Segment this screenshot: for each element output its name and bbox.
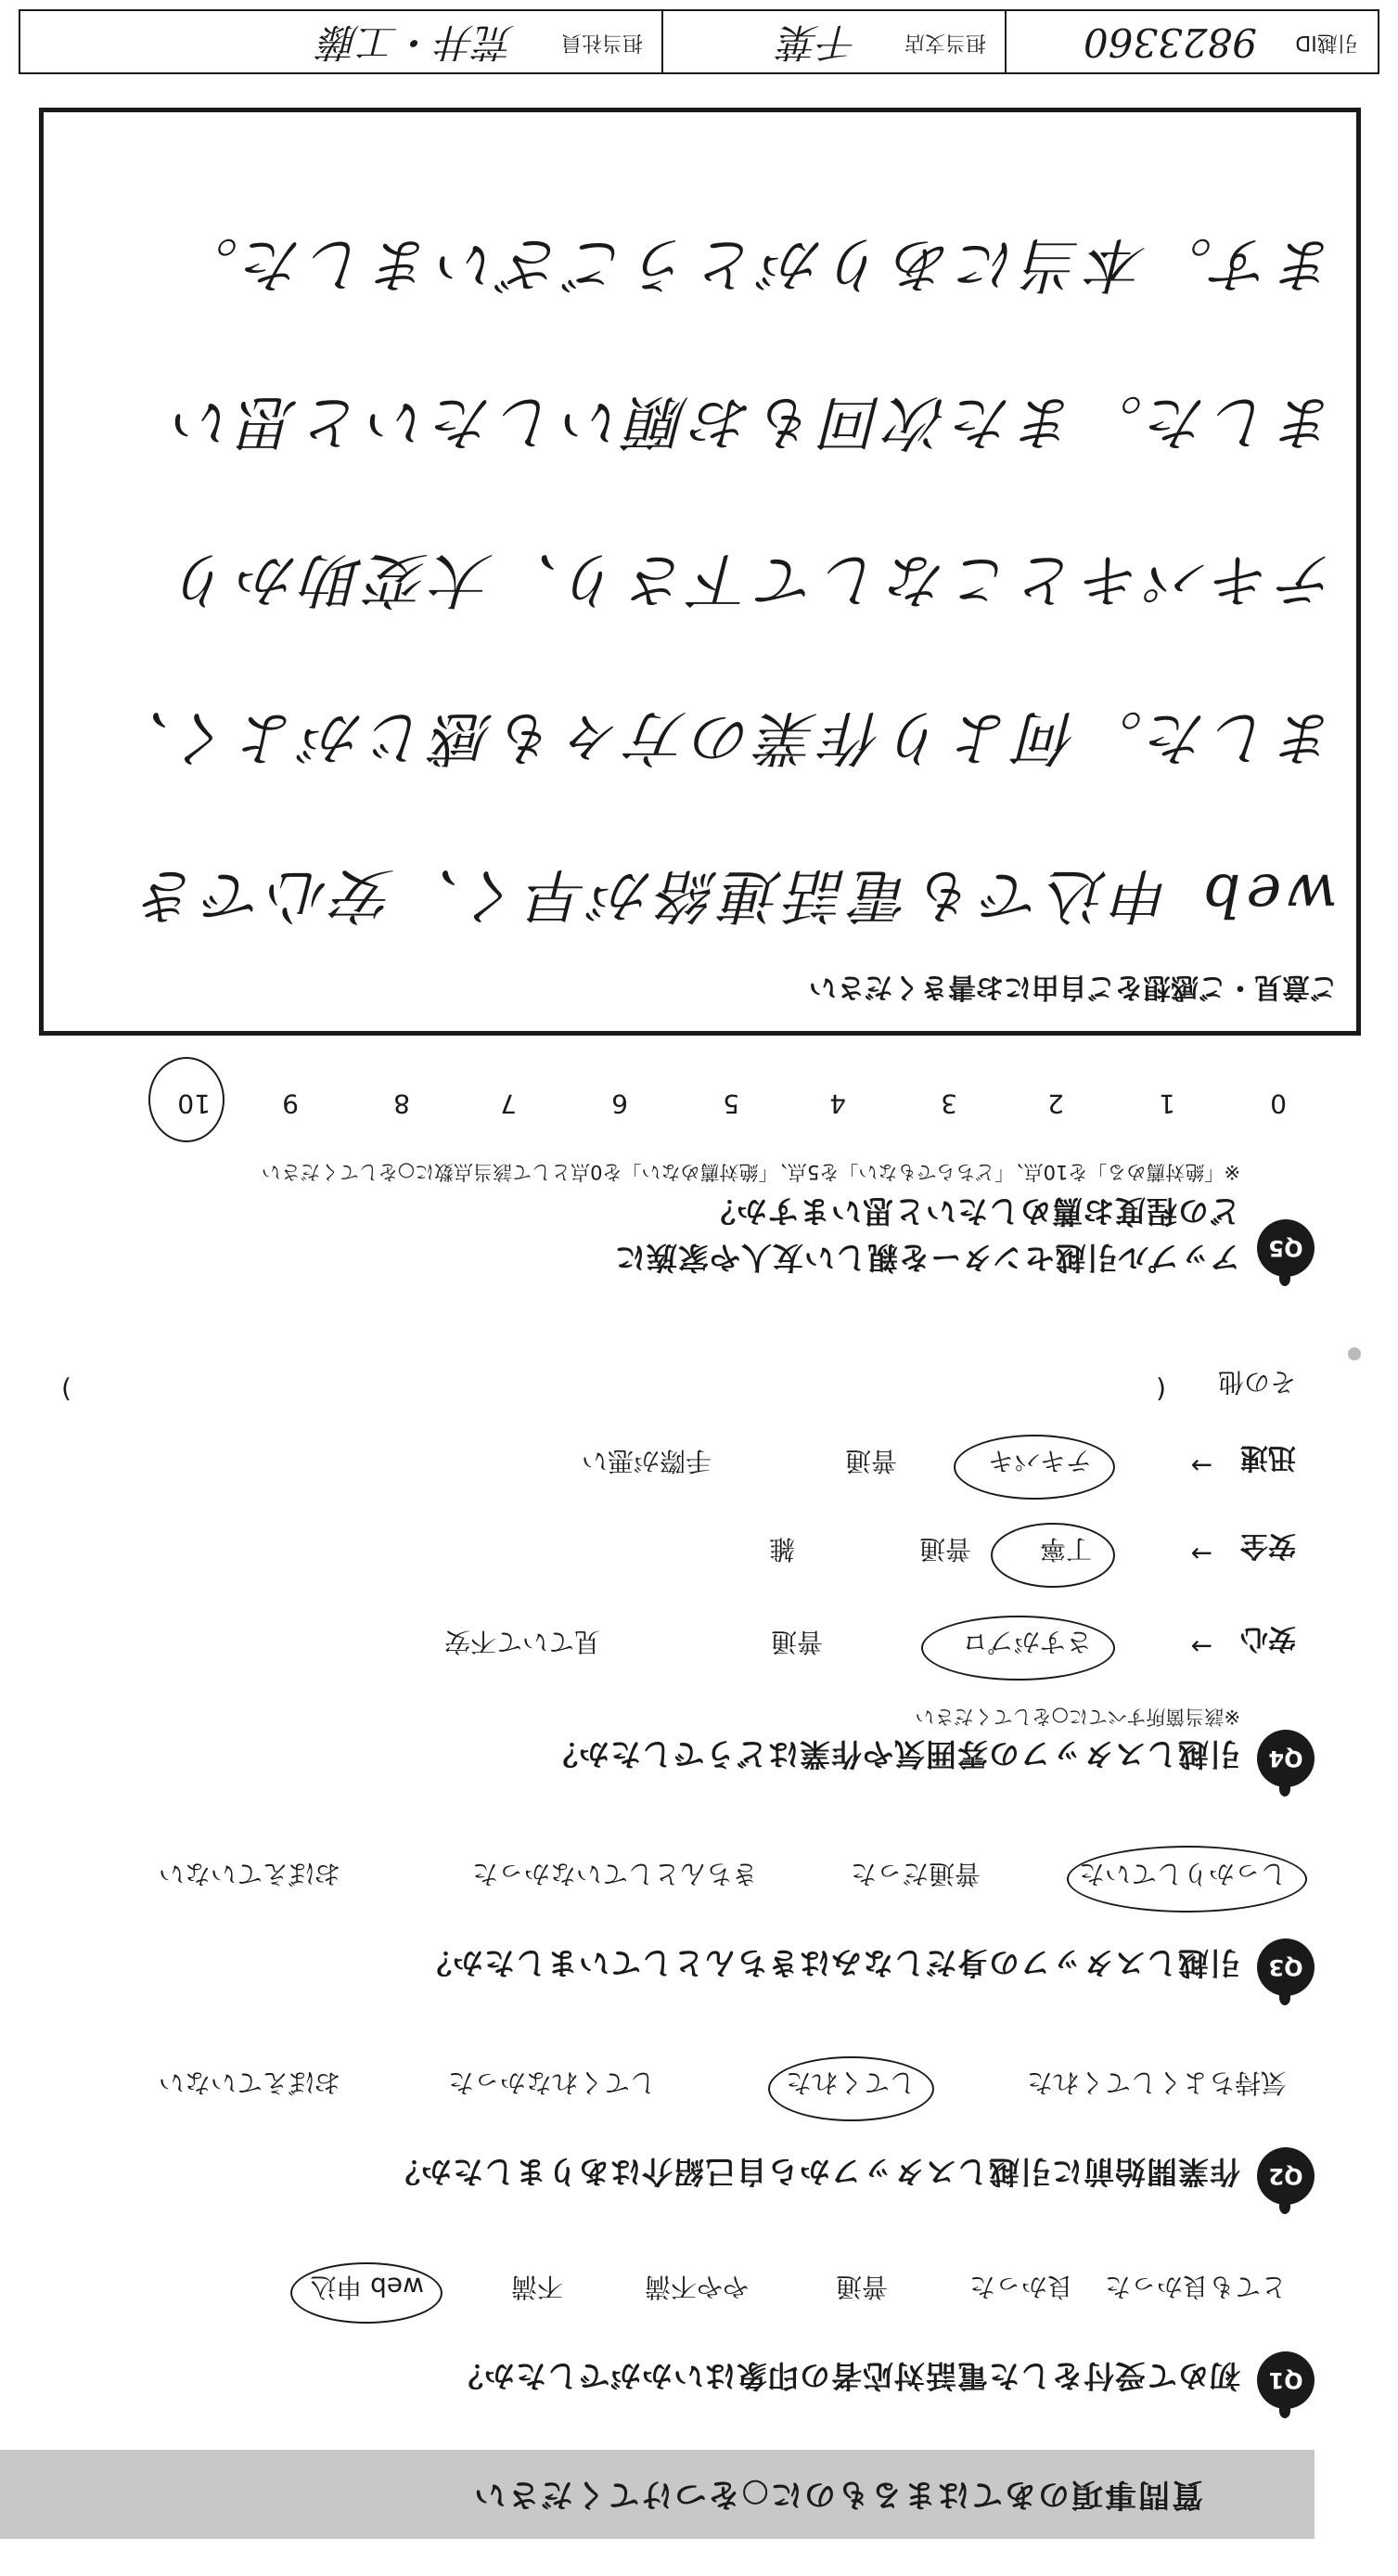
arrow-right-icon: → xyxy=(1190,1450,1212,1481)
q5-note: ※「絶対薦める」を10点、「どちらでもない」を5点、「絶対薦めない」を0点として該当点数に○をしてください xyxy=(261,1161,1240,1183)
q4-other-close: ) xyxy=(61,1374,71,1405)
q4-row1-option-selected[interactable]: さすがプロ xyxy=(961,1627,1092,1657)
q5-score[interactable]: 6 xyxy=(611,1088,628,1119)
q1-option[interactable]: 良かった xyxy=(968,2272,1073,2302)
q3-question: 引越しスタッフの身だしなみはきちんとしていましたか？ xyxy=(420,1945,1240,1981)
q5-score[interactable]: 5 xyxy=(723,1088,739,1119)
q1-selection-mark xyxy=(290,2262,442,2324)
q4-row3-selection-mark xyxy=(954,1435,1115,1500)
q5-score[interactable]: 1 xyxy=(1159,1088,1175,1119)
q1-question: 初めて受付をした電話対応者の印象はいかがでしたか？ xyxy=(452,2358,1240,2394)
q4-note: ※該当箇所すべてに○をしてください xyxy=(915,1706,1240,1728)
arrow-right-icon: → xyxy=(1190,1539,1212,1569)
comment-line: テキパキとこなして下さり、大変助かり xyxy=(169,545,1338,613)
comment-line: ます。本当にありがとうございました。 xyxy=(173,229,1338,298)
q4-row2-option[interactable]: 雑 xyxy=(768,1534,795,1565)
q4-badge: Q4 xyxy=(1257,1730,1315,1787)
q1-badge: Q1 xyxy=(1257,2351,1315,2409)
q3-option[interactable]: きちんとしていなかった xyxy=(471,1859,758,1889)
comment-line: ました。何より作業の方々も感じがよく、 xyxy=(105,702,1338,771)
q4-row3-option[interactable]: 普通 xyxy=(844,1446,897,1476)
q5-score[interactable]: 8 xyxy=(393,1088,410,1119)
q3-option[interactable]: 普通だった xyxy=(850,1859,981,1889)
id-value: 9823360 xyxy=(1083,19,1257,65)
arrow-right-icon: → xyxy=(1190,1631,1212,1662)
branch-label: 担当支店 xyxy=(886,11,1007,72)
comment-line: web 申込でも電話連絡が早く、安心でき xyxy=(135,860,1338,929)
q4-row1-option[interactable]: 見ていて不安 xyxy=(443,1627,600,1657)
q5-score[interactable]: 3 xyxy=(941,1088,957,1119)
q5-question-line2: どの程度お薦めしたいと思いますか？ xyxy=(704,1193,1240,1230)
q5-score-selected[interactable]: 10 xyxy=(177,1088,211,1119)
comment-box xyxy=(39,108,1361,1036)
q4-other-label: その他 xyxy=(1217,1367,1296,1397)
q2-option[interactable]: おぼえていない xyxy=(158,2067,340,2098)
q4-row2-selection-mark xyxy=(991,1523,1115,1588)
q5-selection-mark xyxy=(148,1057,224,1142)
q4-row3-option[interactable]: 手際が悪い xyxy=(581,1446,712,1476)
q4-row-label: 安全 xyxy=(1240,1529,1296,1562)
q5-score[interactable]: 4 xyxy=(829,1088,846,1119)
instruction-text: 質問事項のあてはまるものに○をつけてください xyxy=(472,2476,1203,2513)
branch-value: 千葉 xyxy=(779,19,858,65)
q3-option-selected[interactable]: しっかりしていた xyxy=(1078,1859,1287,1889)
q2-question: 作業開始前に引越しスタッフから自己紹介はありましたか？ xyxy=(389,2154,1240,2190)
q5-score[interactable]: 9 xyxy=(282,1088,299,1119)
staff-label: 担当社員 xyxy=(543,11,663,72)
q3-badge: Q3 xyxy=(1257,1938,1315,1996)
q2-badge: Q2 xyxy=(1257,2147,1315,2205)
q4-row-label: 迅速 xyxy=(1240,1441,1296,1474)
q1-option[interactable]: とても良かった xyxy=(1104,2272,1287,2302)
q5-score[interactable]: 2 xyxy=(1047,1088,1064,1119)
q4-row3-option-selected[interactable]: テキパキ xyxy=(987,1446,1092,1476)
id-label: 引越ID xyxy=(1295,31,1358,54)
q4-question: 引越しスタッフの雰囲気や作業はどうでしたか？ xyxy=(546,1736,1240,1772)
comment-title: ご意見・ご感想をご自由にお書きください xyxy=(809,971,1338,1003)
staff-value: 荒井・工藤 xyxy=(319,19,515,65)
q1-option[interactable]: 不満 xyxy=(510,2272,563,2302)
q2-option-selected[interactable]: してくれた xyxy=(785,2067,916,2098)
q4-row1-option[interactable]: 普通 xyxy=(770,1627,823,1657)
q2-selection-mark xyxy=(768,2056,934,2121)
q5-question-line1: アップル引越センターを親しい友人や家族に xyxy=(613,1240,1240,1276)
office-use-footer xyxy=(19,9,1379,74)
q1-option-selected[interactable]: web 申込 xyxy=(310,2272,424,2302)
q2-option[interactable]: してくれなかった xyxy=(447,2067,656,2098)
q1-option[interactable]: 普通 xyxy=(835,2272,888,2302)
q4-row2-option[interactable]: 普通 xyxy=(918,1534,971,1565)
comment-line: ました。また次回もお願いしたいと思い xyxy=(169,387,1338,456)
q3-option[interactable]: おぼえていない xyxy=(158,1859,340,1889)
q2-option[interactable]: 気持ちよくしてくれた xyxy=(1026,2067,1287,2098)
q4-row-label: 安心 xyxy=(1240,1622,1296,1655)
instruction-band xyxy=(0,2450,1315,2539)
q4-row1-selection-mark xyxy=(921,1616,1115,1681)
q5-score[interactable]: 7 xyxy=(500,1088,517,1119)
q3-selection-mark xyxy=(1067,1846,1307,1913)
q4-row2-option-selected[interactable]: 丁寧 xyxy=(1039,1534,1092,1565)
q5-score[interactable]: 0 xyxy=(1270,1088,1287,1119)
punch-hole xyxy=(1348,1347,1361,1360)
q5-badge: Q5 xyxy=(1257,1219,1315,1277)
q1-option[interactable]: やや不満 xyxy=(644,2272,749,2302)
q4-other-open: ( xyxy=(1156,1374,1166,1405)
